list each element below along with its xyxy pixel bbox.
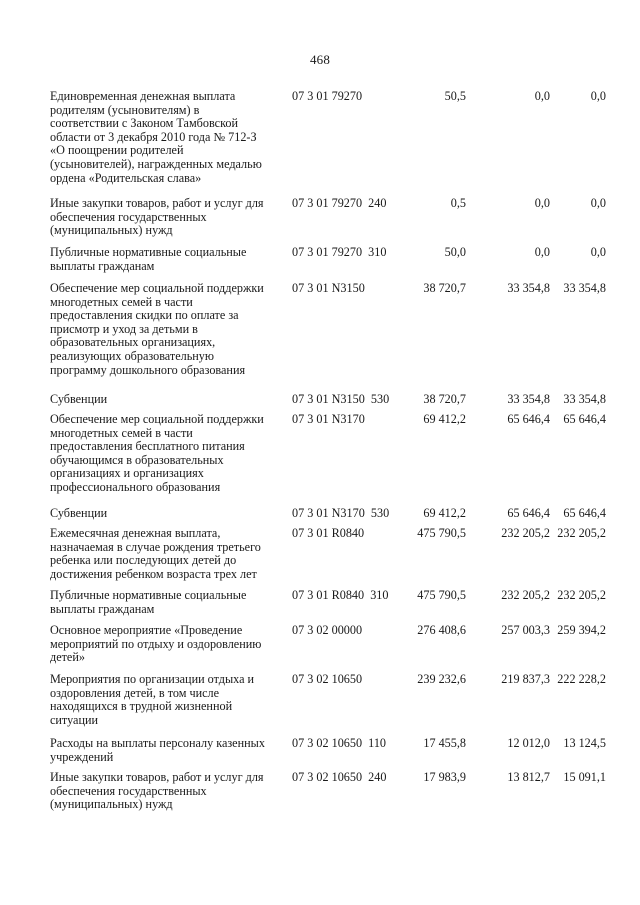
row-description: Основное мероприятие «Проведение мероприятий по отдыху и оздоровлению детей»: [50, 623, 262, 665]
row-value-1: 50,5: [444, 89, 466, 103]
row-value-3: 232 205,2: [557, 588, 606, 602]
row-value-2: 232 205,2: [501, 526, 550, 540]
row-value-2: 65 646,4: [507, 506, 550, 520]
row-value-3: 259 394,2: [557, 623, 606, 637]
row-code: 07 3 01 N3150 530: [292, 392, 390, 406]
row-value-2: 13 812,7: [507, 770, 550, 784]
row-description: Публичные нормативные социальные выплаты гражданам: [50, 245, 247, 273]
row-value-2: 0,0: [534, 196, 550, 210]
row-value-1: 0,5: [450, 196, 466, 210]
row-value-3: 0,0: [590, 89, 606, 103]
row-code: 07 3 02 10650: [292, 672, 363, 686]
row-value-1: 17 983,9: [423, 770, 466, 784]
row-value-3: 65 646,4: [563, 412, 606, 426]
row-value-2: 0,0: [534, 89, 550, 103]
row-description: Обеспечение мер социальной поддержки многодетных семей в части предоставления бесплатного питания обучающимся в образовательных организациях и организациях профессионального образования: [50, 412, 264, 494]
row-code: 07 3 02 00000: [292, 623, 363, 637]
row-value-3: 13 124,5: [563, 736, 606, 750]
row-description: Мероприятия по организации отдыха и оздоровления детей, в том числе находящихся в трудной жизненной ситуации: [50, 672, 255, 727]
row-code: 07 3 01 R0840 310: [292, 588, 389, 602]
row-code: 07 3 01 N3150: [292, 281, 365, 295]
row-code: 07 3 02 10650 110: [292, 736, 387, 750]
row-value-3: 232 205,2: [557, 526, 606, 540]
row-description: Субвенции: [50, 506, 108, 520]
row-value-2: 0,0: [534, 245, 550, 259]
row-value-2: 65 646,4: [507, 412, 550, 426]
row-value-1: 475 790,5: [417, 588, 466, 602]
row-value-1: 276 408,6: [417, 623, 466, 637]
row-code: 07 3 02 10650 240: [292, 770, 387, 784]
row-value-2: 232 205,2: [501, 588, 550, 602]
page-number: 468: [309, 52, 331, 67]
row-value-2: 33 354,8: [507, 392, 550, 406]
row-description: Ежемесячная денежная выплата, назначаемая в случае рождения третьего ребенка или последующих детей до достижения ребенком возраста трех лет: [50, 526, 261, 581]
row-description: Иные закупки товаров, работ и услуг для обеспечения государственных (муниципальных) нужд: [50, 770, 264, 812]
row-code: 07 3 01 79270: [292, 89, 363, 103]
row-description: Публичные нормативные социальные выплаты гражданам: [50, 588, 247, 616]
row-description: Обеспечение мер социальной поддержки многодетных семей в части предоставления скидки по оплате за присмотр и уход за детьми в образовательных организациях, реализующих образовательную программу дошкольного образования: [50, 281, 264, 377]
row-code: 07 3 01 R0840: [292, 526, 365, 540]
row-value-2: 219 837,3: [501, 672, 550, 686]
row-value-1: 69 412,2: [423, 506, 466, 520]
row-description: Расходы на выплаты персоналу казенных учреждений: [50, 736, 265, 764]
row-value-1: 38 720,7: [423, 281, 466, 295]
row-value-1: 69 412,2: [423, 412, 466, 426]
row-value-2: 33 354,8: [507, 281, 550, 295]
row-description: Субвенции: [50, 392, 108, 406]
row-value-3: 15 091,1: [563, 770, 606, 784]
row-value-1: 38 720,7: [423, 392, 466, 406]
row-value-1: 50,0: [444, 245, 466, 259]
row-value-2: 12 012,0: [507, 736, 550, 750]
row-value-3: 0,0: [590, 245, 606, 259]
row-description: Единовременная денежная выплата родителям (усыновителям) в соответствии с Законом Тамбовской области от 3 декабря 2010 года № 712-З «О поощрении родителей (усыновителей), награжденных медалью ордена «Родительская слава»: [50, 89, 262, 185]
row-code: 07 3 01 79270 240: [292, 196, 387, 210]
row-value-1: 475 790,5: [417, 526, 466, 540]
row-value-1: 17 455,8: [423, 736, 466, 750]
row-value-3: 65 646,4: [563, 506, 606, 520]
row-code: 07 3 01 79270 310: [292, 245, 387, 259]
row-value-2: 257 003,3: [501, 623, 550, 637]
row-value-3: 33 354,8: [563, 392, 606, 406]
row-value-3: 33 354,8: [563, 281, 606, 295]
row-value-3: 222 228,2: [557, 672, 606, 686]
row-description: Иные закупки товаров, работ и услуг для обеспечения государственных (муниципальных) нужд: [50, 196, 264, 238]
row-value-3: 0,0: [590, 196, 606, 210]
row-value-1: 239 232,6: [417, 672, 466, 686]
row-code: 07 3 01 N3170 530: [292, 506, 390, 520]
row-code: 07 3 01 N3170: [292, 412, 365, 426]
